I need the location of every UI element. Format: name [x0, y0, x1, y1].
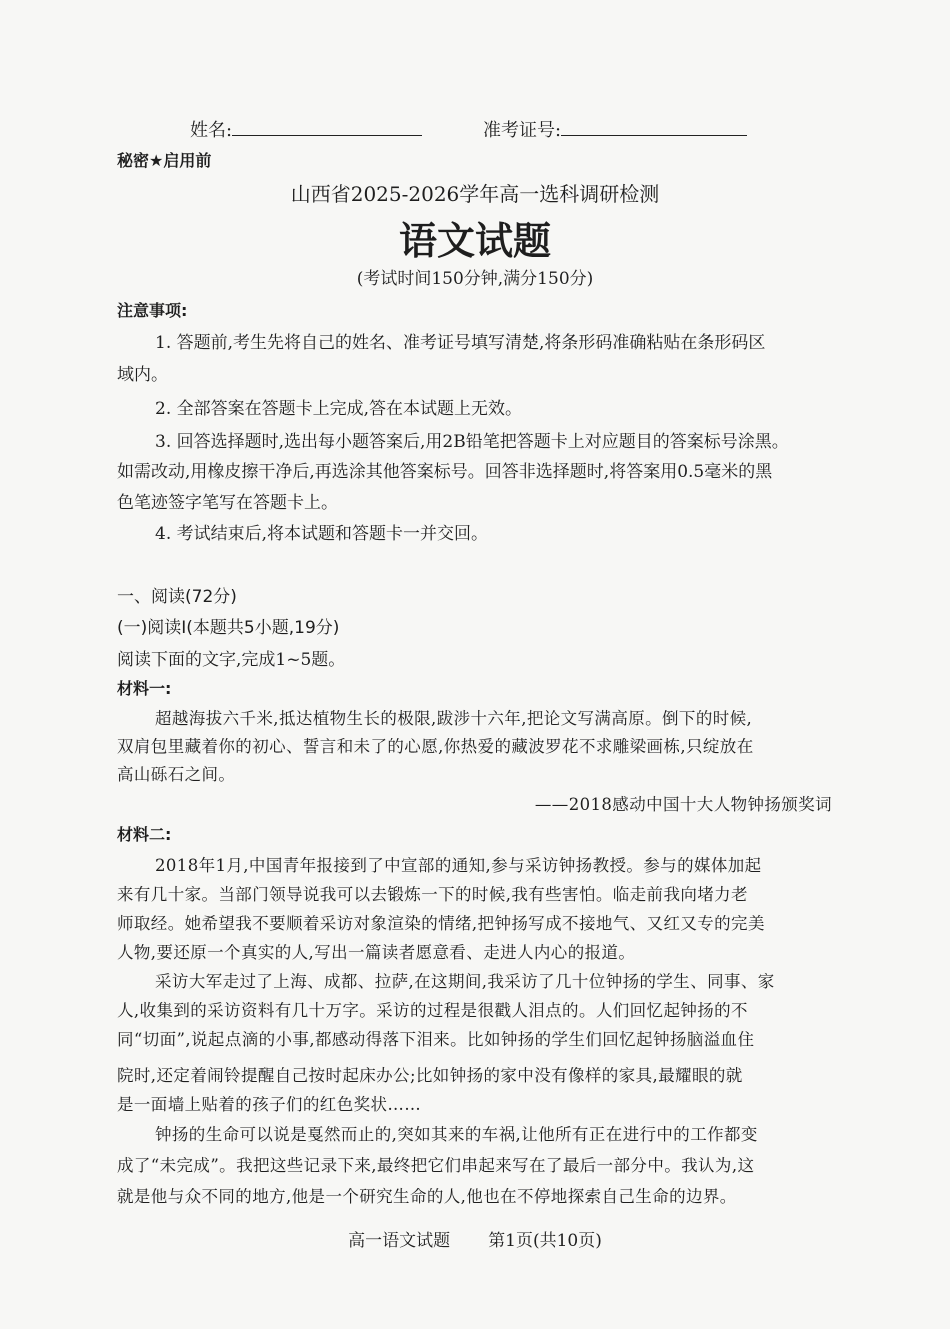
material2-line-3: 师取经。她希望我不要顺着采访对象渲染的情绪,把钟扬写成不接地气、又红又专的完美: [117, 914, 765, 933]
footer-page-info: 第1页(共10页): [488, 1231, 602, 1251]
material2-line-1: 2018年1月,中国青年报接到了中宣部的通知,参与采访钟扬教授。参与的媒体加起: [155, 856, 762, 875]
notice-item-3-line-2: 如需改动,用橡皮擦干净后,再选涂其他答案标号。回答非选择题时,将答案用0.5毫米的黑: [117, 462, 773, 482]
section-instruction: 阅读下面的文字,完成1~5题。: [117, 650, 346, 670]
notice-item-4: 4. 考试结束后,将本试题和答题卡一并交回。: [155, 524, 489, 544]
material2-line-4: 人物,要还原一个真实的人,写出一篇读者愿意看、走进人内心的报道。: [117, 943, 636, 962]
name-label: 姓名:: [190, 120, 233, 141]
material1-line-3: 高山砾石之间。: [117, 765, 236, 784]
section-sub-heading: (一)阅读Ⅰ(本题共5小题,19分): [117, 618, 340, 638]
material2-line-12: 就是他与众不同的地方,他是一个研究生命的人,他也在不停地探索自己生命的边界。: [117, 1187, 737, 1206]
material2-line-11: 成了“未完成”。我把这些记录下来,最终把它们串起来写在了最后一部分中。我认为,这: [117, 1156, 755, 1175]
material2-line-5: 采访大军走过了上海、成都、拉萨,在这期间,我采访了几十位钟扬的学生、同事、家: [155, 972, 775, 991]
notice-item-2: 2. 全部答案在答题卡上完成,答在本试题上无效。: [155, 399, 523, 419]
name-field: [190, 116, 422, 142]
material2-line-2: 来有几十家。当部门领导说我可以去锻炼一下的时候,我有些害怕。临走前我向堵力老: [117, 885, 748, 904]
notice-item-3-line-1: 3. 回答选择题时,选出每小题答案后,用2B铅笔把答题卡上对应题目的答案标号涂黑。: [155, 432, 789, 452]
material2-label: 材料二:: [117, 825, 172, 844]
notice-item-1-line-1: 1. 答题前,考生先将自己的姓名、准考证号填写清楚,将条形码准确粘贴在条形码区: [155, 333, 766, 353]
exam-id-field: [483, 116, 747, 142]
page-footer: [0, 1226, 950, 1251]
exam-subtitle: 山西省2025-2026学年高一选科调研检测: [290, 182, 660, 206]
material2-line-7: 同“切面”,说起点滴的小事,都感动得落下泪来。比如钟扬的学生们回忆起钟扬脑溢血住: [117, 1030, 755, 1049]
footer-subject: 高一语文试题: [348, 1231, 451, 1251]
material1-line-1: 超越海拔六千米,抵达植物生长的极限,跋涉十六年,把论文写满高原。倒下的时候,: [155, 709, 753, 728]
secret-label: 秘密★启用前: [117, 151, 212, 170]
material1-label: 材料一:: [117, 679, 172, 698]
name-blank[interactable]: [232, 118, 422, 136]
exam-id-label: 准考证号:: [483, 120, 562, 141]
notice-heading: 注意事项:: [117, 301, 188, 320]
exam-id-blank[interactable]: [561, 118, 747, 136]
notice-item-1-line-2: 域内。: [117, 365, 168, 385]
material1-line-2: 双肩包里藏着你的初心、誓言和未了的心愿,你热爱的藏波罗花不求雕梁画栋,只绽放在: [117, 737, 754, 756]
page-title: 语文试题: [398, 218, 551, 263]
material2-line-6: 人,收集到的采访资料有几十万字。采访的过程是很戳人泪点的。人们回忆起钟扬的不: [117, 1001, 748, 1020]
material2-line-8: 院时,还定着闹铃提醒自己按时起床办公;比如钟扬的家中没有像样的家具,最耀眼的就: [117, 1066, 743, 1085]
exam-time-info: (考试时间150分钟,满分150分): [356, 269, 594, 289]
section-heading: 一、阅读(72分): [117, 587, 237, 607]
material1-source: ——2018感动中国十大人物钟扬颁奖词: [534, 795, 832, 814]
notice-item-3-line-3: 色笔迹签字笔写在答题卡上。: [117, 493, 338, 513]
material2-line-10: 钟扬的生命可以说是戛然而止的,突如其来的车祸,让他所有正在进行中的工作都变: [155, 1125, 758, 1144]
material2-line-9: 是一面墙上贴着的孩子们的红色奖状……: [117, 1095, 422, 1114]
